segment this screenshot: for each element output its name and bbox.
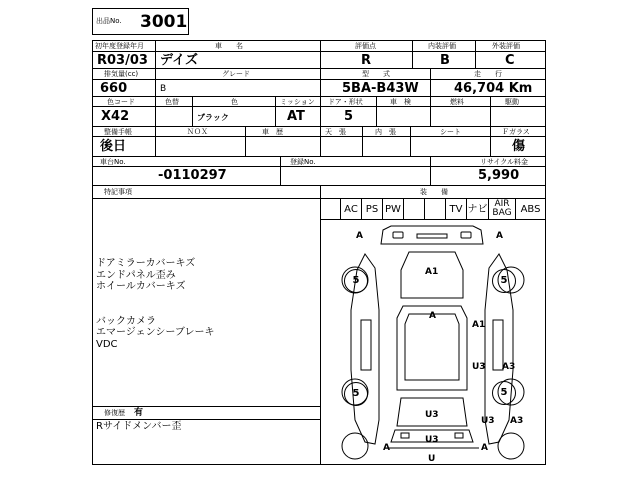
car-name-label: 車 名	[215, 42, 243, 50]
transmission: AT	[287, 109, 305, 124]
first-registration: R03/03	[97, 53, 148, 68]
damage-mark: A3	[502, 362, 516, 372]
color-code-label: 色コード	[107, 98, 135, 106]
recycle-fee: 5,990	[478, 168, 520, 183]
damage-mark: A	[383, 443, 390, 453]
front-glass: 傷	[512, 139, 526, 154]
history-label: 車 歴	[262, 128, 283, 136]
car-name: デイズ	[160, 53, 198, 68]
damage-mark: A	[356, 231, 363, 241]
equipment-abs: ABS	[520, 204, 541, 215]
auction-score: R	[361, 53, 372, 68]
repair-note: Rサイドメンバー歪	[96, 421, 182, 432]
repair-label: 修復歴	[104, 409, 125, 417]
interior-label: 内装評価	[428, 42, 456, 50]
maintenance-record: 後日	[100, 139, 127, 154]
equipment-ac: AC	[344, 204, 358, 215]
equipment-airbag: AIR BAG	[492, 199, 512, 218]
damage-mark: 5	[344, 382, 368, 406]
damage-mark: U3	[425, 410, 439, 420]
damage-mark: A	[496, 231, 503, 241]
remark-line: エマージェンシーブレーキ	[96, 327, 215, 338]
model-label: 型 式	[362, 70, 390, 78]
mileage: 46,704 Km	[454, 81, 533, 96]
doors-label: ドア・形状	[328, 98, 363, 106]
remark-line: VDC	[96, 338, 118, 350]
front-bumper-outline	[381, 226, 483, 244]
damage-mark: A	[481, 443, 488, 453]
drive-label: 駆動	[505, 98, 519, 106]
glass-label: Ｆガラス	[502, 128, 530, 136]
fuel-label: 燃料	[450, 98, 464, 106]
interior-grade: B	[440, 53, 450, 68]
remark-line: ホイールカバーキズ	[96, 281, 186, 292]
damage-mark: U3	[472, 362, 486, 372]
equipment-label: 装 備	[420, 188, 448, 196]
equipment-tv: TV	[449, 204, 463, 215]
damage-mark: 5	[344, 269, 368, 293]
equipment-navi: ナビ	[467, 204, 488, 215]
remark-line: ドアミラーカバーキズ	[96, 258, 196, 269]
repair-flag: 有	[134, 408, 144, 418]
grade: B	[160, 84, 167, 94]
maintenance-label: 整備手帳	[104, 128, 132, 136]
mileage-label: 走 行	[474, 70, 502, 78]
model-code: 5BA-B43W	[342, 81, 419, 96]
remark-line: バックカメラ	[96, 315, 156, 327]
car-damage-diagram	[321, 220, 545, 465]
remark-line: エンドパネル歪み	[96, 269, 176, 281]
nox-label: ＮＯＸ	[187, 128, 208, 136]
displacement-label: 排気量(cc)	[104, 70, 139, 78]
damage-mark: A1	[425, 267, 439, 277]
exterior-label: 外装評価	[492, 42, 520, 50]
lot-label: 出品No.	[96, 17, 122, 25]
year-label: 初年度登録年月	[95, 42, 144, 50]
chassis-number: -0110297	[158, 168, 227, 183]
damage-mark: U	[428, 454, 436, 464]
remarks-label: 特記事項	[104, 188, 132, 196]
remark-line	[96, 293, 214, 316]
damage-mark: U3	[481, 416, 495, 426]
color-label: 色	[231, 98, 238, 106]
damage-mark: 5	[492, 381, 516, 405]
color-code: X42	[101, 109, 130, 124]
damage-mark: A1	[472, 320, 486, 330]
color-change-label: 色替	[165, 98, 179, 106]
color: ブラック	[197, 113, 229, 122]
damage-mark: A	[429, 311, 436, 321]
score-label: 評価点	[355, 42, 376, 50]
recycle-label: リサイクル料金	[480, 158, 529, 166]
registration-label: 登録No.	[290, 158, 316, 166]
roof-label: 天 張	[325, 128, 346, 136]
grade-label: グレード	[222, 70, 250, 78]
seat-label: シート	[440, 128, 461, 136]
inspection-label: 車 検	[390, 98, 411, 106]
mission-label: ミッション	[280, 98, 315, 106]
chassis-label: 車台No.	[100, 158, 126, 166]
damage-mark: 5	[492, 269, 516, 293]
lot-number: 3001	[140, 12, 188, 32]
interior-trim-label: 内 張	[375, 128, 396, 136]
damage-mark: A3	[510, 416, 524, 426]
doors: 5	[344, 109, 354, 124]
displacement: 660	[100, 81, 128, 96]
equipment-ps: PS	[365, 204, 379, 215]
remarks-list	[96, 258, 214, 350]
exterior-grade: C	[505, 53, 515, 68]
equipment-pw: PW	[385, 204, 401, 215]
damage-mark: U3	[425, 435, 439, 445]
